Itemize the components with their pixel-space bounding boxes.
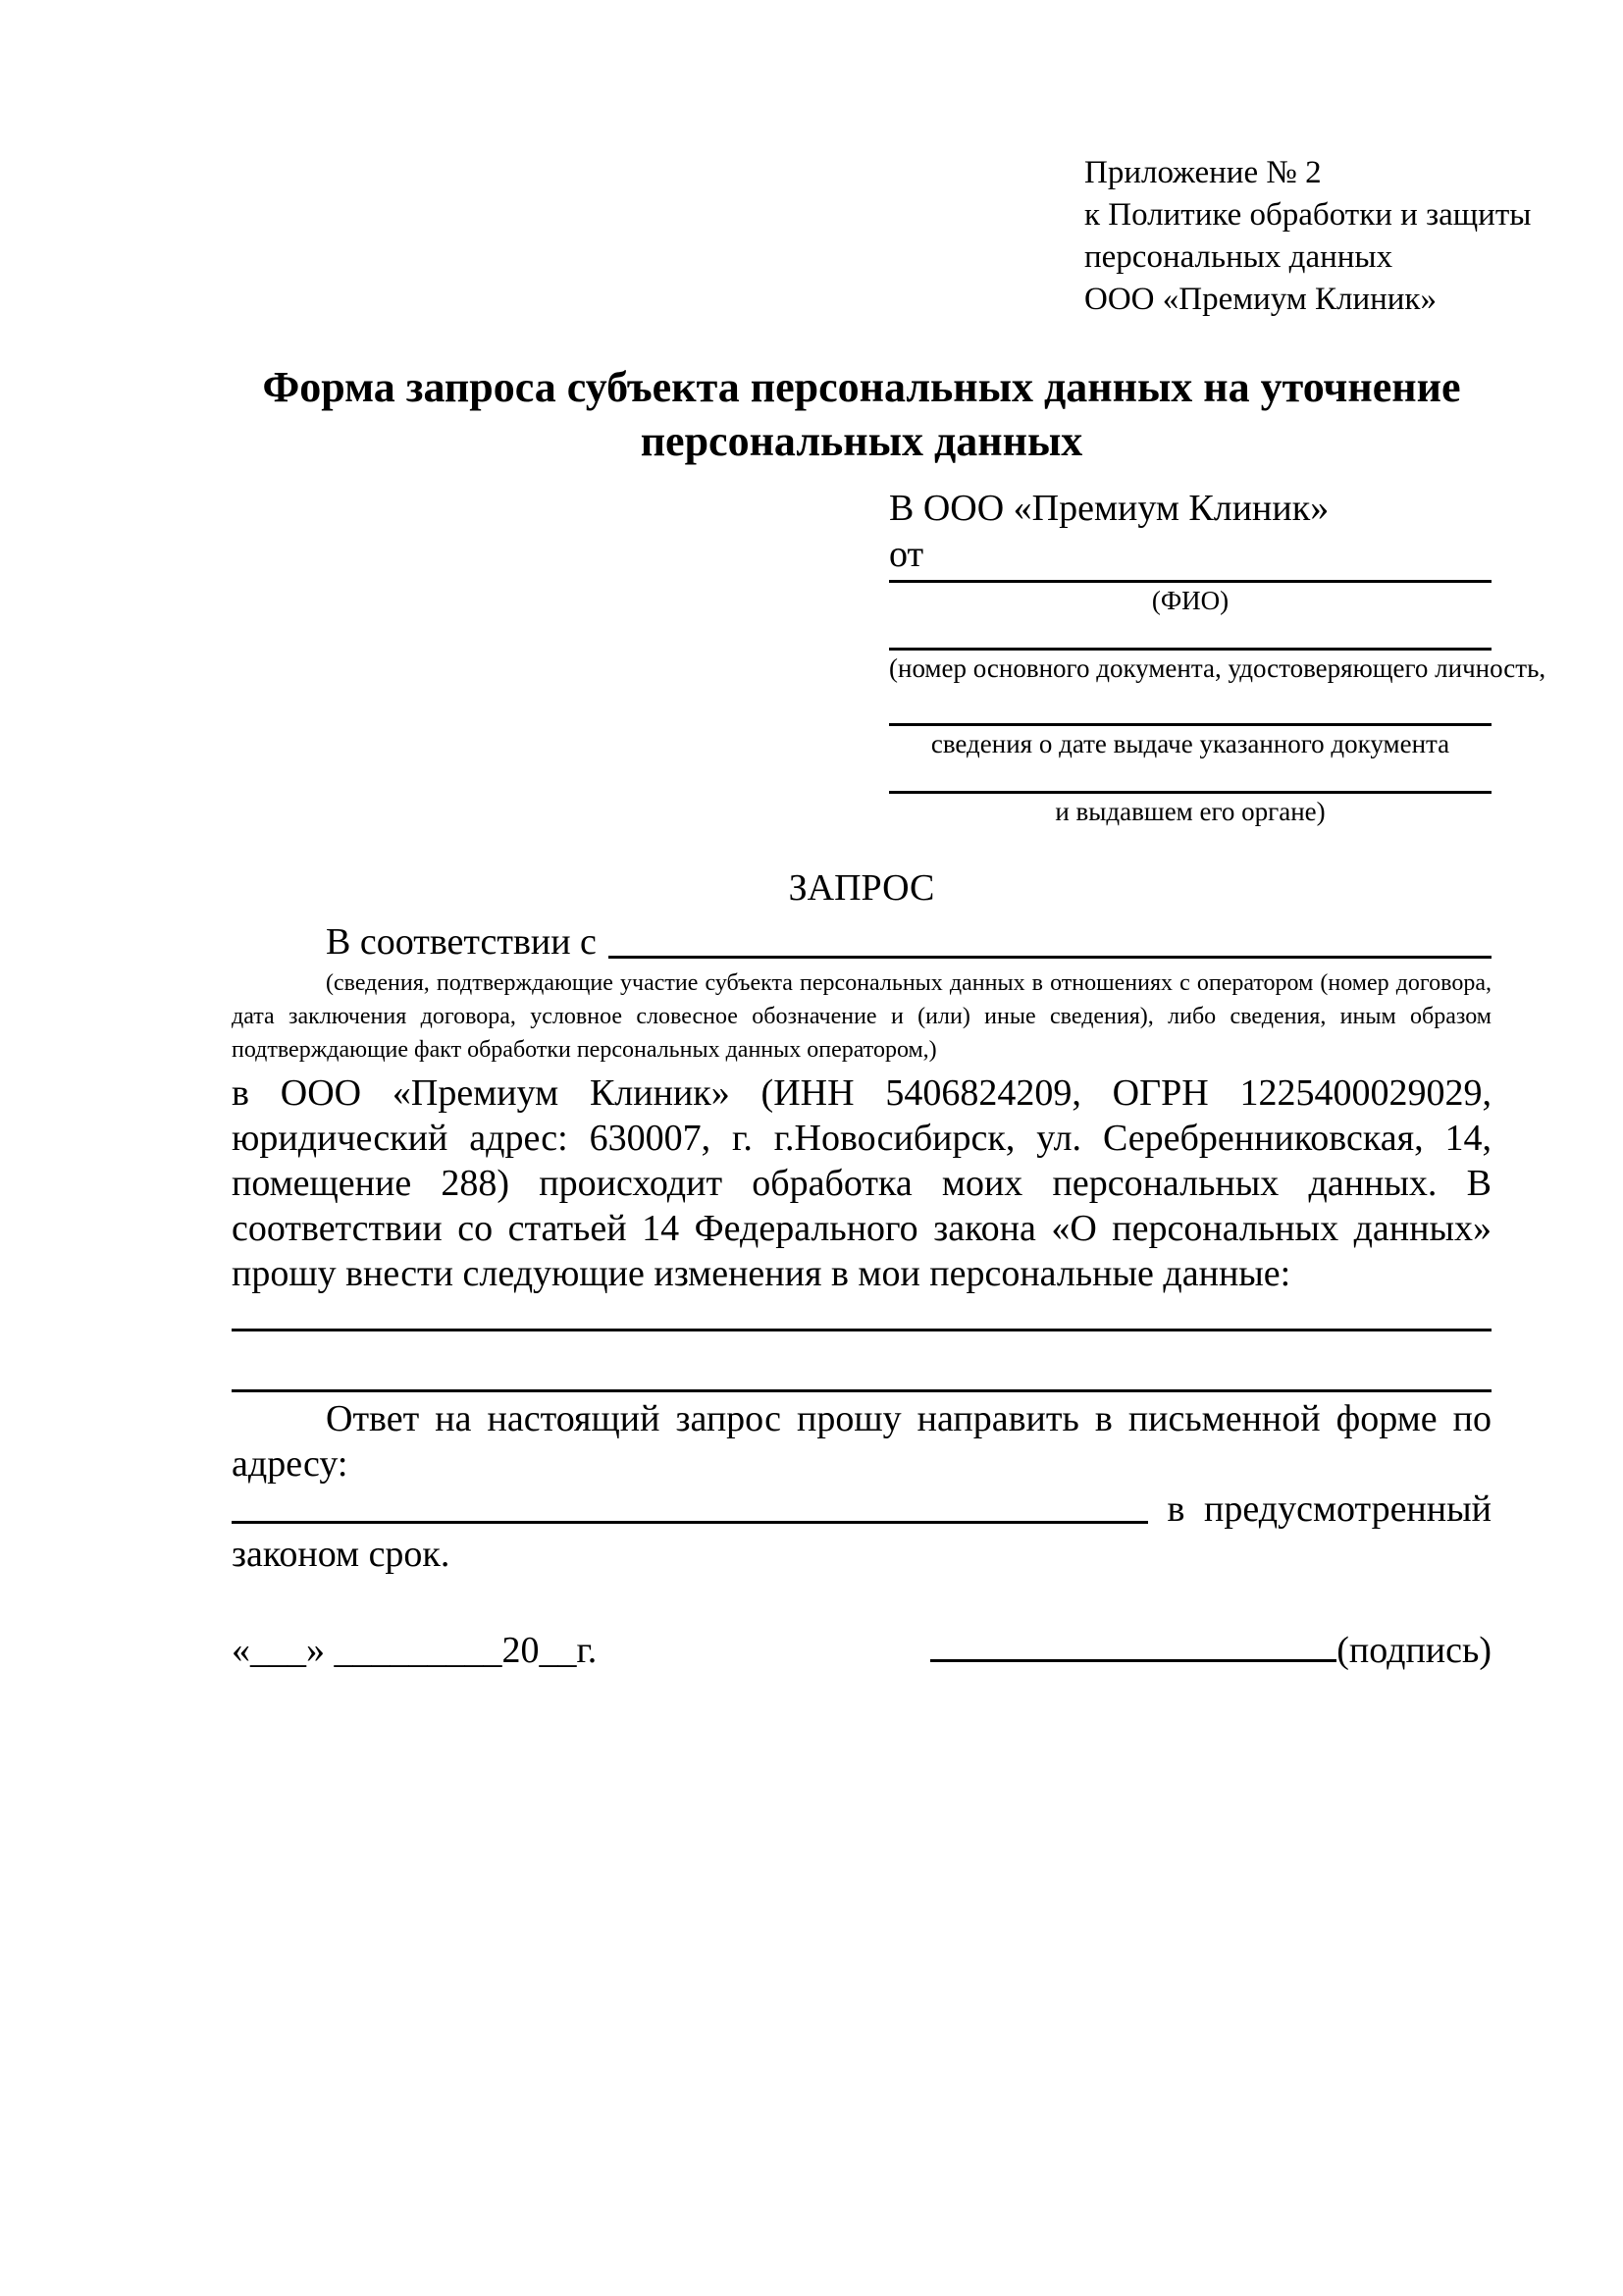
signature-area	[930, 1628, 1492, 1673]
date-blank: «___» _________20__г.	[232, 1630, 598, 1671]
document-title	[232, 360, 1492, 468]
field-caption-issuing-authority: и выдавшем его органе)	[1055, 797, 1326, 826]
document-title-line2: персональных данных	[640, 417, 1083, 465]
reply-word-predusmotrenny: предусмотренный	[1204, 1488, 1492, 1530]
request-footnote: (сведения, подтверждающие участие субъекта персональных данных в отношениях с оператором (номер договора, дата заключения договора, условное словесное обозначение и (или) иные сведения), либо сведения, иным образом подтверждающие факт обработки персональных данных оператором,)	[232, 970, 1492, 1063]
date-signature-row	[232, 1628, 1492, 1673]
fill-line-issue-date	[889, 686, 1492, 726]
addressee-block	[889, 486, 1546, 829]
field-caption-issue-date: сведения о дате выдаче указанного документа	[930, 729, 1450, 758]
request-intro-row	[232, 919, 1492, 965]
appendix-line: персональных данных	[1084, 239, 1393, 275]
field-issue-date	[889, 686, 1492, 761]
appendix-line: к Политике обработки и защиты	[1084, 197, 1532, 233]
appendix-line: ООО «Премиум Клиник»	[1084, 282, 1437, 317]
addressee-from-label: от	[889, 534, 924, 575]
field-issuing-authority	[889, 761, 1492, 829]
fill-line-basis	[608, 919, 1492, 959]
reply-intro-line: Ответ на настоящий запрос прошу направить в письменной форме по адресу:	[232, 1398, 1492, 1485]
reply-tail-line: законом срок.	[232, 1534, 450, 1575]
reply-word-v: в	[1167, 1488, 1185, 1530]
document-title-line1: Форма запроса субъекта персональных данных на уточнение	[262, 363, 1461, 411]
field-caption-fio: (ФИО)	[1151, 586, 1230, 615]
field-fio	[889, 578, 1492, 618]
fill-line-document-number	[889, 618, 1492, 651]
appendix-line: Приложение № 2	[1084, 155, 1322, 190]
request-heading: ЗАПРОС	[788, 867, 935, 909]
request-body-paragraph: в ООО «Премиум Клиник» (ИНН 5406824209, ОГРН 1225400029029, юридический адрес: 630007, г. г.Новосибирск, ул. Серебренниковская, 14, помещение 288) происходит обработка моих персональных данных. В соответствии со статьей 14 Федерального закона «О персональных данных» прошу внести следующие изменения в мои персональные данные:	[232, 1072, 1492, 1294]
fill-line-changes-2	[232, 1389, 1492, 1392]
signature-caption: (подпись)	[1336, 1630, 1492, 1671]
request-intro-label: В соответствии с	[326, 921, 597, 963]
addressee-to: В ООО «Премиум Клиник»	[889, 488, 1330, 529]
fill-line-signature	[930, 1659, 1336, 1662]
fill-line-changes-1	[232, 1329, 1492, 1331]
fill-line-issuing-authority	[889, 761, 1492, 794]
fill-line-reply-address	[232, 1521, 1148, 1524]
field-document-number	[889, 618, 1546, 686]
field-caption-document-number: (номер основного документа, удостоверяющего личность,	[889, 653, 1546, 683]
appendix-block	[1084, 152, 1532, 321]
reply-address-row	[232, 1487, 1492, 1532]
